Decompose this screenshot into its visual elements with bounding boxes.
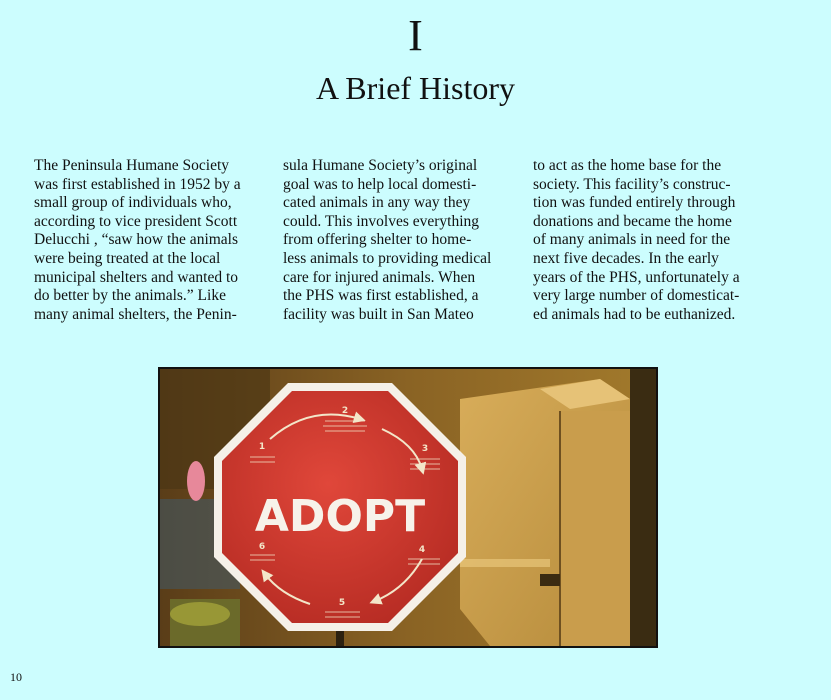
sign-step-number: 6 <box>258 542 266 552</box>
text-column-1 <box>34 157 274 324</box>
photo-pink-tag <box>187 461 205 501</box>
text-line: less animals to providing medical <box>283 249 492 267</box>
photo-ledge <box>460 559 550 567</box>
text-column-3 <box>533 157 773 324</box>
chapter-number: I <box>408 11 423 60</box>
sign-step-number: 5 <box>338 598 346 608</box>
page-number: 10 <box>10 670 22 684</box>
text-line: Delucchi , “saw how the animals <box>34 231 239 249</box>
sign-stand <box>336 631 344 646</box>
chapter-title: A Brief History <box>315 70 516 106</box>
text-line: were being treated at the local <box>34 249 221 267</box>
text-line: could. This involves everything <box>283 212 480 230</box>
text-line: according to vice president Scott <box>34 212 238 230</box>
text-line: municipal shelters and wanted to <box>34 268 239 286</box>
adopt-sign <box>214 383 466 631</box>
text-line: society. This facility’s construc- <box>533 175 731 193</box>
text-line: do better by the animals.” Like <box>34 287 226 305</box>
text-line: years of the PHS, unfortunately a <box>533 268 740 286</box>
photo-cabinet-side <box>560 411 630 646</box>
text-line: sula Humane Society’s original <box>283 157 478 174</box>
text-line: The Peninsula Humane Society <box>34 157 229 174</box>
text-line: very large number of domesticat- <box>533 287 740 305</box>
text-line: tion was funded entirely through <box>533 194 736 212</box>
text-line: the PHS was first established, a <box>283 287 479 305</box>
sign-step-number: 2 <box>341 406 349 416</box>
sign-adopt-text: ADOPT <box>254 491 426 542</box>
text-line: of many animals in need for the <box>533 231 731 249</box>
photo-wall-bracket <box>540 574 560 586</box>
sign-step-number: 3 <box>421 444 429 454</box>
text-line: many animal shelters, the Penin- <box>34 305 237 323</box>
text-line: from offering shelter to home- <box>283 231 472 249</box>
text-line: donations and became the home <box>533 212 732 230</box>
text-line: ed animals had to be euthanized. <box>533 305 736 323</box>
sign-step-number: 4 <box>418 545 426 555</box>
text-line: to act as the home base for the <box>533 157 722 174</box>
adopt-sign-photo <box>158 367 658 648</box>
text-line: cated animals in any way they <box>283 194 471 212</box>
photo-dark-strip <box>630 369 656 646</box>
text-line: care for injured animals. When <box>283 268 476 286</box>
text-line: was first established in 1952 by a <box>34 175 241 193</box>
text-line: goal was to help local domesti- <box>283 175 477 193</box>
text-line: small group of individuals who, <box>34 194 232 212</box>
text-line: facility was built in San Mateo <box>283 305 474 323</box>
photo-illustration <box>160 369 656 646</box>
text-line: next five decades. In the early <box>533 249 719 267</box>
photo-leaves <box>170 602 230 626</box>
text-column-2 <box>283 157 523 324</box>
sign-step-number: 1 <box>258 442 266 452</box>
